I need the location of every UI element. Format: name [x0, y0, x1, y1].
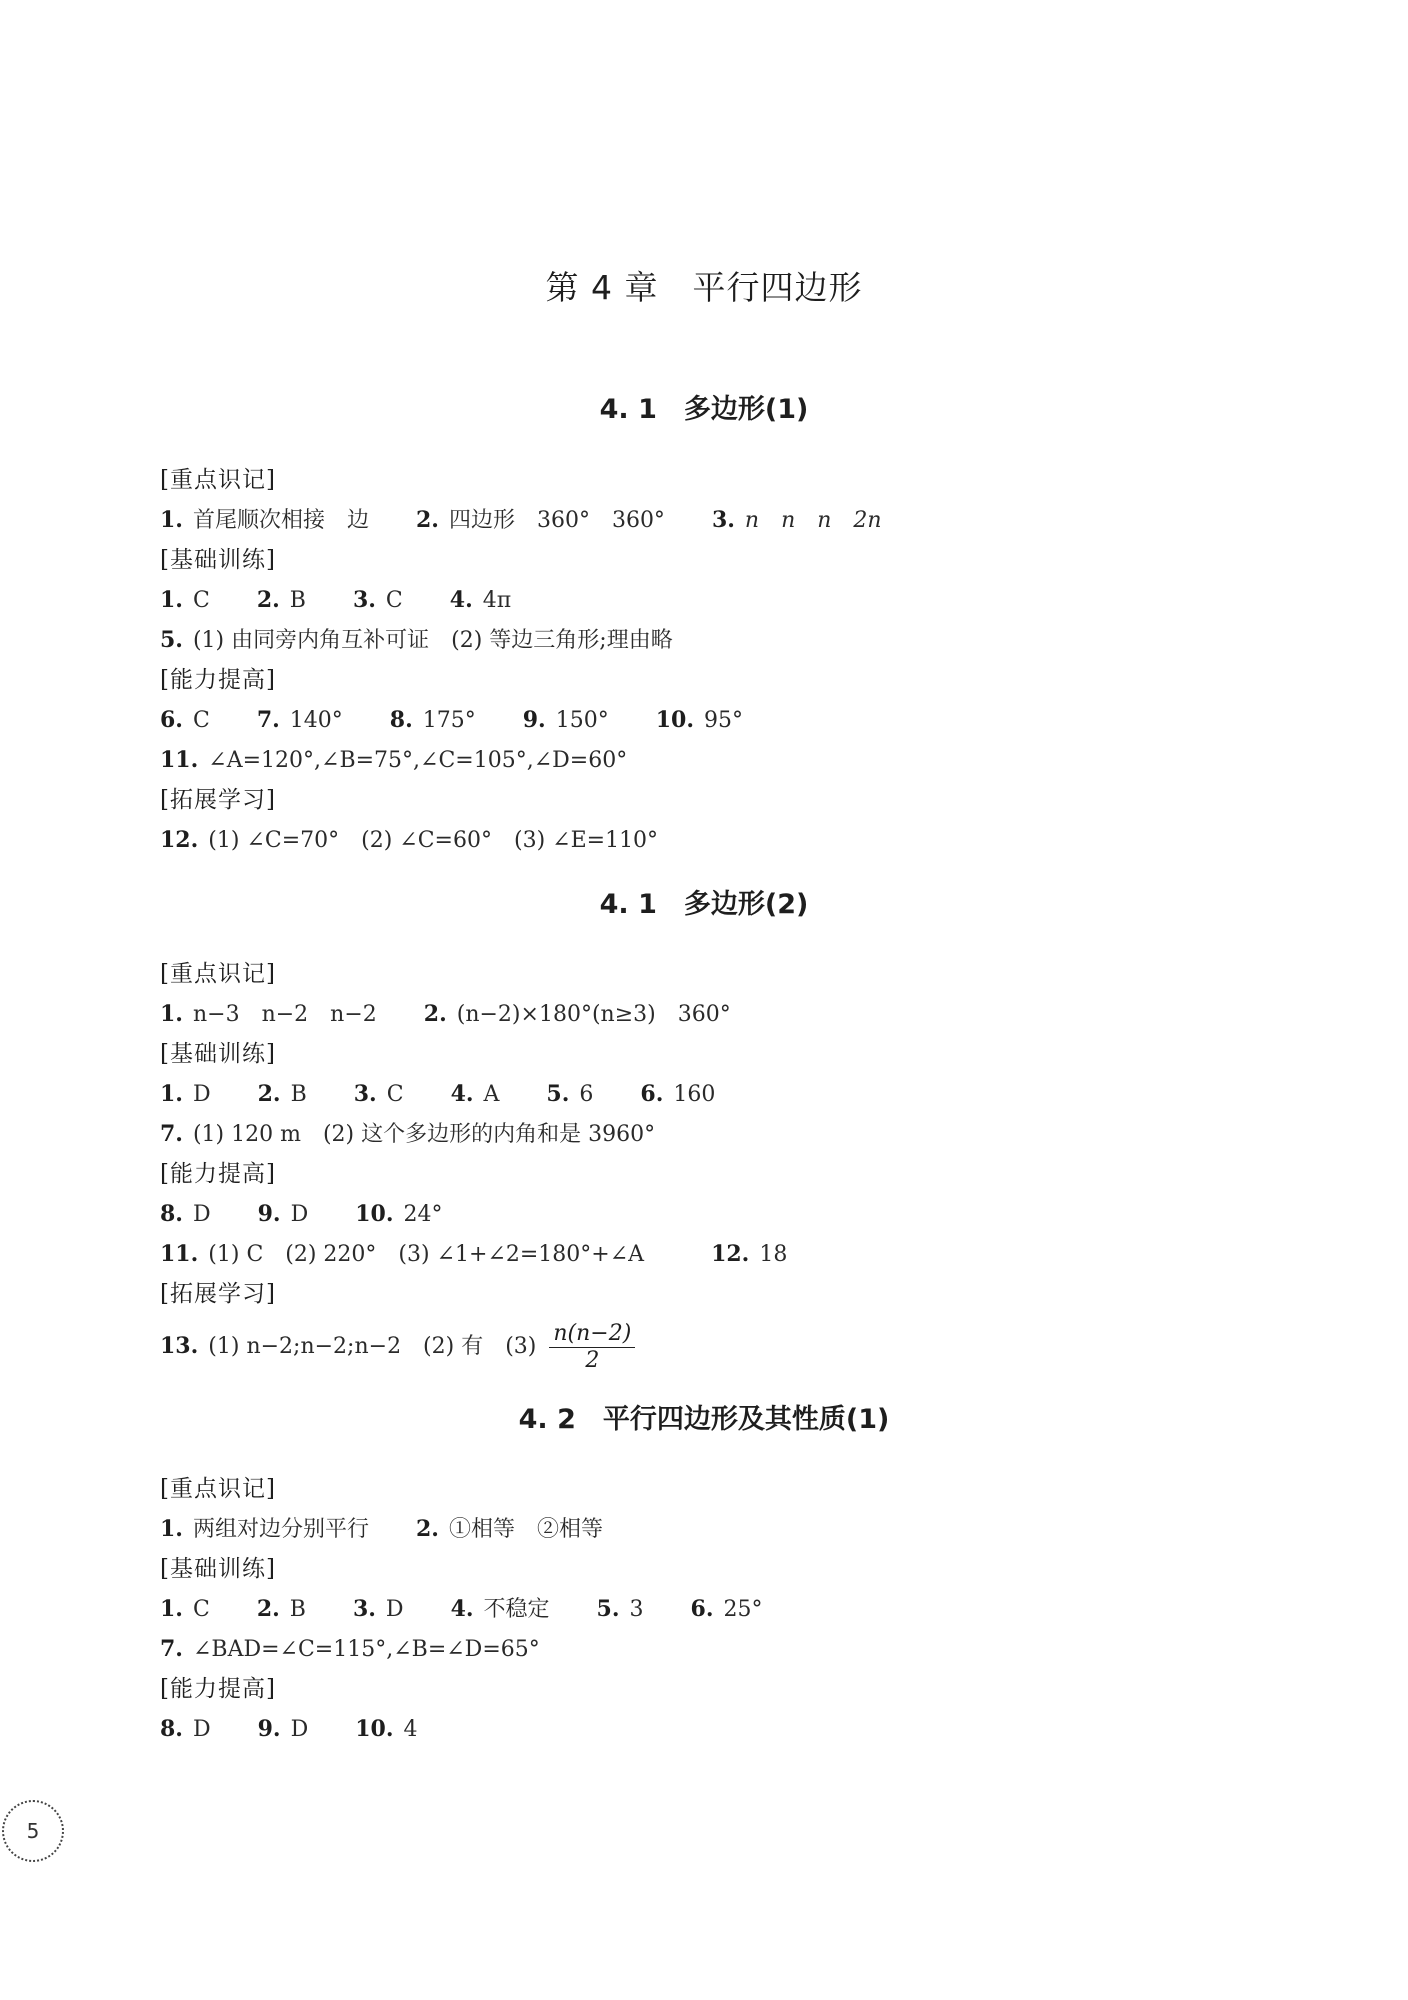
answer-row: [160, 580, 1310, 620]
section-title: 4. 2 平行四边形及其性质(1): [518, 1404, 890, 1435]
answer-item: 2. B: [256, 587, 306, 613]
answer-item: 9. 150°: [522, 707, 609, 733]
answer-item: 3. n n n 2n: [711, 507, 882, 533]
answer-row: [160, 500, 1310, 540]
category-label: [拓展学习]: [160, 1281, 276, 1307]
answer-item: 6. C: [160, 707, 210, 733]
answer-row: [160, 700, 1310, 740]
answer-row: [160, 620, 1310, 660]
answer-item: 10. 24°: [355, 1201, 443, 1227]
answer-item: 12. 18: [711, 1241, 788, 1267]
answer-row: [160, 1194, 1310, 1234]
category-label: [基础训练]: [160, 547, 276, 573]
answer-item: 5. (1) 由同旁内角互补可证 (2) 等边三角形;理由略: [160, 627, 673, 653]
category-label: [重点识记]: [160, 961, 276, 987]
answer-item: 7. (1) 120 m (2) 这个多边形的内角和是 3960°: [160, 1121, 656, 1147]
answer-row: [160, 1074, 1310, 1114]
answer-item: 10. 4: [355, 1716, 418, 1742]
answer-item: 7. 140°: [256, 707, 343, 733]
chapter-title: 第 4 章 平行四边形: [545, 268, 863, 307]
answer-item: 11. ∠A=120°,∠B=75°,∠C=105°,∠D=60°: [160, 747, 628, 773]
answer-item: 5. 3: [596, 1596, 644, 1622]
category-label: [拓展学习]: [160, 787, 276, 813]
category-label: [能力提高]: [160, 667, 276, 693]
answer-item: 4. A: [450, 1081, 500, 1107]
answer-item: 10. 95°: [655, 707, 743, 733]
answer-row: [160, 1709, 1310, 1749]
answer-item: 1. n−3 n−2 n−2: [160, 1001, 377, 1027]
section-body: [160, 954, 1310, 1378]
answer-item: 3. C: [353, 1081, 404, 1107]
answer-row: [160, 820, 1310, 860]
answer-item: 2. ①相等 ②相等: [415, 1516, 603, 1542]
answer-item: 1. 首尾顺次相接 边: [160, 507, 369, 533]
category-label: [能力提高]: [160, 1161, 276, 1187]
section-title: 4. 1 多边形(1): [599, 394, 809, 425]
answer-item: 8. D: [160, 1716, 211, 1742]
category-label: [基础训练]: [160, 1041, 276, 1067]
answer-item: 12. (1) ∠C=70° (2) ∠C=60° (3) ∠E=110°: [160, 827, 659, 853]
answer-row: [160, 1629, 1310, 1669]
answer-row: [160, 994, 1310, 1034]
answer-item: 8. D: [160, 1201, 211, 1227]
answer-item: 6. 25°: [690, 1596, 763, 1622]
fraction: [549, 1321, 635, 1374]
answer-item: 7. ∠BAD=∠C=115°,∠B=∠D=65°: [160, 1636, 540, 1662]
fraction-denominator: 2: [585, 1347, 600, 1373]
answer-item: 5. 6: [546, 1081, 594, 1107]
answer-item: 13. (1) n−2;n−2;n−2 (2) 有 (3) $\frac{n(n-2)}{2}$: [160, 1314, 635, 1379]
answer-row: [160, 1114, 1310, 1154]
answer-item: 1. C: [160, 1596, 210, 1622]
category-label: [重点识记]: [160, 467, 276, 493]
category-label: [基础训练]: [160, 1556, 276, 1582]
answer-item: 9. D: [257, 1716, 309, 1742]
page-number-badge: [2, 1800, 64, 1862]
section-body: [160, 460, 1310, 860]
answer-item: 1. 两组对边分别平行: [160, 1516, 369, 1542]
answer-item: 2. B: [257, 1081, 307, 1107]
answer-item: 2. (n−2)×180°(n≥3) 360°: [423, 1001, 731, 1027]
page-number: 5: [26, 1819, 40, 1843]
category-label: [重点识记]: [160, 1476, 276, 1502]
answer-item: 1. D: [160, 1081, 211, 1107]
answer-item: 3. D: [352, 1596, 404, 1622]
answer-item: 8. 175°: [389, 707, 476, 733]
answer-item: 9. D: [257, 1201, 309, 1227]
answer-item: 6. 160: [640, 1081, 716, 1107]
category-label: [能力提高]: [160, 1676, 276, 1702]
answer-item: 11. (1) C (2) 220° (3) ∠1+∠2=180°+∠A: [160, 1241, 645, 1267]
answer-row: [160, 740, 1310, 780]
answer-item: 3. C: [352, 587, 403, 613]
answer-row: [160, 1234, 1310, 1274]
answer-item: 2. B: [256, 1596, 306, 1622]
section-title: 4. 1 多边形(2): [599, 889, 809, 920]
answer-item: 2. 四边形 360° 360°: [415, 507, 665, 533]
answer-item: 4. 4π: [449, 587, 512, 613]
answer-item: 1. C: [160, 587, 210, 613]
answer-row: [160, 1589, 1310, 1629]
answer-row: [160, 1509, 1310, 1549]
answer-row: [160, 1314, 1310, 1378]
answer-item: 4. 不稳定: [450, 1596, 550, 1622]
section-body: [160, 1469, 1310, 1749]
fraction-numerator: n(n−2): [549, 1321, 635, 1348]
